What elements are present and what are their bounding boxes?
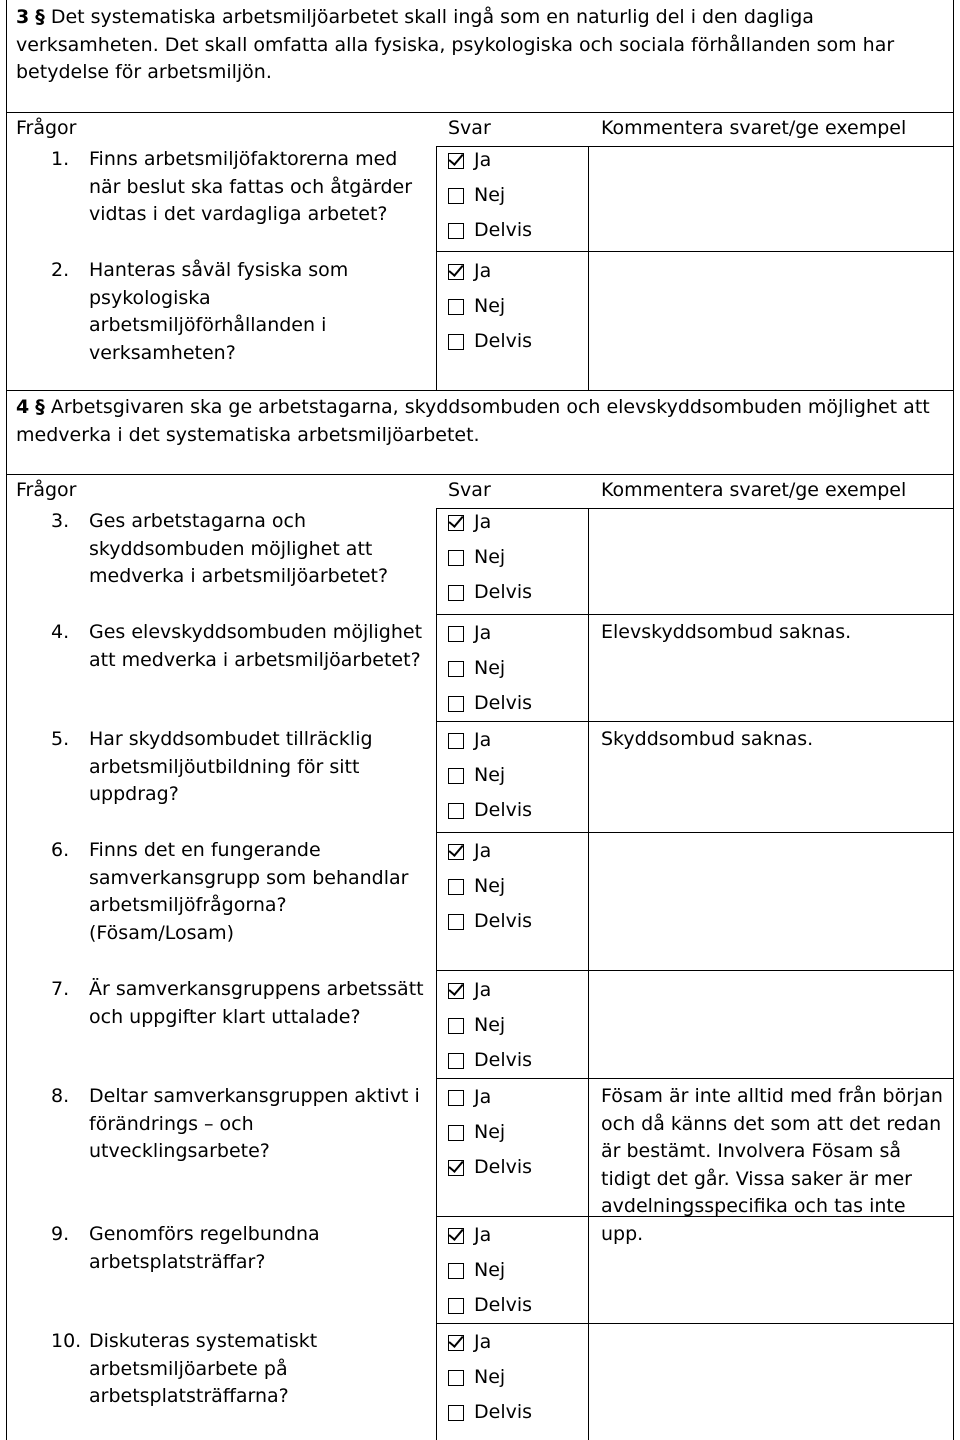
option-label: Ja [474, 149, 492, 172]
answer-option-nej[interactable] [448, 1259, 505, 1283]
answer-option-delvis[interactable] [448, 910, 532, 934]
answer-option-delvis[interactable] [448, 1049, 532, 1073]
option-label: Ja [474, 260, 492, 283]
question-number: 3. [51, 510, 70, 532]
checkbox[interactable] [448, 661, 464, 677]
checkbox[interactable] [448, 879, 464, 895]
option-label: Nej [474, 1121, 506, 1144]
answer-option-delvis[interactable] [448, 1294, 532, 1318]
question-number: 1. [51, 148, 70, 170]
checkbox-checked[interactable] [448, 1335, 464, 1351]
section-4-heading [16, 394, 936, 449]
question-text: Diskuteras systematiskt arbetsmiljöarbete på arbetsplatsträffarna? [89, 1330, 318, 1407]
checkbox[interactable] [448, 223, 464, 239]
answer-option-ja[interactable] [448, 729, 491, 753]
option-label: Nej [474, 295, 506, 318]
option-label: Delvis [474, 910, 533, 933]
checkbox-checked[interactable] [448, 983, 464, 999]
answer-option-nej[interactable] [448, 875, 505, 899]
answer-option-ja[interactable] [448, 1224, 491, 1248]
answer-option-delvis[interactable] [448, 581, 532, 605]
checkbox[interactable] [448, 626, 464, 642]
checkbox-checked[interactable] [448, 1160, 464, 1176]
answer-option-nej[interactable] [448, 184, 505, 208]
section-text: Det systematiska arbetsmiljöarbetet skall ingå som en naturlig del i den dagliga verksamheten. Det skall omfatta alla fysiska, psykologiska och sociala förhållanden som har betydelse för arbetsmiljön. [16, 6, 895, 83]
answer-option-ja[interactable] [448, 149, 491, 173]
answer-option-ja[interactable] [448, 260, 491, 284]
comment-cell-divider [588, 251, 954, 252]
option-label: Nej [474, 875, 506, 898]
answer-cell-divider [436, 251, 588, 252]
option-label: Ja [474, 1086, 492, 1109]
question-text: Hanteras såväl fysiska som psykologiska arbetsmiljöförhållanden i verksamheten? [89, 259, 349, 364]
row-divider [436, 614, 954, 615]
checkbox[interactable] [448, 914, 464, 930]
row-divider [436, 508, 954, 509]
section4-divider [6, 474, 954, 475]
answer-option-delvis[interactable] [448, 219, 532, 243]
answer-column-right-border [588, 146, 589, 390]
question-text: Är samverkansgruppens arbetssätt och uppgifter klart uttalade? [89, 978, 424, 1028]
option-label: Nej [474, 1014, 506, 1037]
option-label: Ja [474, 511, 492, 534]
answer-option-ja[interactable] [448, 622, 491, 646]
option-label: Delvis [474, 581, 533, 604]
answer-option-nej[interactable] [448, 546, 505, 570]
checkbox[interactable] [448, 803, 464, 819]
answer-option-delvis[interactable] [448, 1401, 532, 1425]
checkbox[interactable] [448, 1053, 464, 1069]
section3-divider [6, 112, 954, 113]
checkbox[interactable] [448, 733, 464, 749]
answer-option-nej[interactable] [448, 295, 505, 319]
checkbox-checked[interactable] [448, 153, 464, 169]
question-text: Har skyddsombudet tillräcklig arbetsmiljöutbildning för sitt uppdrag? [89, 728, 373, 805]
comment-cell-top [588, 146, 954, 147]
answer-option-ja[interactable] [448, 979, 491, 1003]
checkbox[interactable] [448, 299, 464, 315]
option-label: Ja [474, 622, 492, 645]
checkbox[interactable] [448, 696, 464, 712]
checkbox-checked[interactable] [448, 264, 464, 280]
answer-option-nej[interactable] [448, 657, 505, 681]
checkbox-checked[interactable] [448, 844, 464, 860]
question-text: Genomförs regelbundna arbetsplatsträffar? [89, 1223, 320, 1273]
question-number: 2. [51, 259, 70, 281]
checkbox[interactable] [448, 188, 464, 204]
checkbox[interactable] [448, 1405, 464, 1421]
right-border [953, 0, 954, 1440]
answer-option-nej[interactable] [448, 764, 505, 788]
checkbox[interactable] [448, 1370, 464, 1386]
checkbox[interactable] [448, 550, 464, 566]
checkbox[interactable] [448, 1018, 464, 1034]
option-label: Delvis [474, 1294, 533, 1317]
answer-column-left-border [436, 508, 437, 1440]
row-divider [436, 1078, 954, 1079]
section-number: 4 [16, 396, 30, 418]
answer-column-right-border [588, 508, 589, 1440]
question-text: Deltar samverkansgruppen aktivt i förändrings – och utvecklingsarbete? [89, 1085, 420, 1162]
option-label: Delvis [474, 799, 533, 822]
question-number: 10. [51, 1330, 82, 1352]
answer-option-ja[interactable] [448, 1331, 491, 1355]
checkbox[interactable] [448, 1298, 464, 1314]
row-divider [436, 832, 954, 833]
checkbox[interactable] [448, 768, 464, 784]
question-text: Finns det en fungerande samverkansgrupp som behandlar arbetsmiljöfrågorna? (Fösam/Losam) [89, 839, 409, 944]
option-label: Delvis [474, 1156, 533, 1179]
row-divider [436, 970, 954, 971]
checkbox[interactable] [448, 1090, 464, 1106]
answer-option-nej[interactable] [448, 1121, 505, 1145]
checkbox[interactable] [448, 334, 464, 350]
row-divider [436, 1216, 954, 1217]
answer-option-nej[interactable] [448, 1014, 505, 1038]
answer-option-delvis[interactable] [448, 1156, 532, 1180]
question-number: 6. [51, 839, 70, 861]
answer-option-delvis[interactable] [448, 692, 532, 716]
question-number: 8. [51, 1085, 70, 1107]
comment-text: Elevskyddsombud saknas. [601, 621, 852, 643]
option-label: Ja [474, 1331, 492, 1354]
option-label: Delvis [474, 1049, 533, 1072]
row-divider [436, 721, 954, 722]
checkbox-checked[interactable] [448, 1228, 464, 1244]
checkbox-checked[interactable] [448, 515, 464, 531]
question-number: 7. [51, 978, 70, 1000]
answer-option-delvis[interactable] [448, 330, 532, 354]
option-label: Ja [474, 1224, 492, 1247]
comment-text: Fösam är inte alltid med från början och då känns det som att det redan är bestämt. Involvera Fösam så tidigt det går. Vissa saker är mer avdelningsspecifika och tas inte upp. [601, 1085, 943, 1245]
question-number: 4. [51, 621, 70, 643]
option-label: Nej [474, 1366, 506, 1389]
section4-top-divider [6, 390, 954, 391]
question-text: Finns arbetsmiljöfaktorerna med när beslut ska fattas och åtgärder vidtas i det vardagliga arbetet? [89, 148, 413, 225]
option-label: Ja [474, 729, 492, 752]
option-label: Delvis [474, 1401, 533, 1424]
option-label: Nej [474, 657, 506, 680]
option-label: Nej [474, 546, 506, 569]
answer-header: Svar [448, 117, 491, 139]
checkbox[interactable] [448, 1125, 464, 1141]
checkbox[interactable] [448, 585, 464, 601]
answer-option-nej[interactable] [448, 1366, 505, 1390]
section-number: 3 [16, 6, 30, 28]
question-text: Ges elevskyddsombuden möjlighet att medverka i arbetsmiljöarbetet? [89, 621, 423, 671]
answer-option-ja[interactable] [448, 1086, 491, 1110]
option-label: Delvis [474, 330, 533, 353]
answer-option-ja[interactable] [448, 840, 491, 864]
paragraph-symbol: § [35, 6, 45, 28]
option-label: Nej [474, 1259, 506, 1282]
question-number: 5. [51, 728, 70, 750]
option-label: Nej [474, 764, 506, 787]
checkbox[interactable] [448, 1263, 464, 1279]
paragraph-symbol: § [35, 396, 45, 418]
comment-header: Kommentera svaret/ge exempel [601, 479, 907, 501]
answer-header: Svar [448, 479, 491, 501]
section-text: Arbetsgivaren ska ge arbetstagarna, skyddsombuden och elevskyddsombuden möjlighet att medverka i det systematiska arbetsmiljöarbetet. [16, 396, 930, 446]
question-text: Ges arbetstagarna och skyddsombuden möjlighet att medverka i arbetsmiljöarbetet? [89, 510, 389, 587]
left-border [6, 0, 7, 1440]
question-number: 9. [51, 1223, 70, 1245]
section-3-heading [16, 4, 936, 87]
answer-cell-top [436, 146, 588, 147]
questions-header: Frågor [16, 479, 77, 501]
option-label: Ja [474, 979, 492, 1002]
option-label: Delvis [474, 219, 533, 242]
comment-header: Kommentera svaret/ge exempel [601, 117, 907, 139]
row-divider [436, 1323, 954, 1324]
answer-option-ja[interactable] [448, 511, 491, 535]
option-label: Nej [474, 184, 506, 207]
comment-text: Skyddsombud saknas. [601, 728, 814, 750]
option-label: Ja [474, 840, 492, 863]
answer-option-delvis[interactable] [448, 799, 532, 823]
questions-header: Frågor [16, 117, 77, 139]
option-label: Delvis [474, 692, 533, 715]
answer-column-left-border [436, 146, 437, 390]
